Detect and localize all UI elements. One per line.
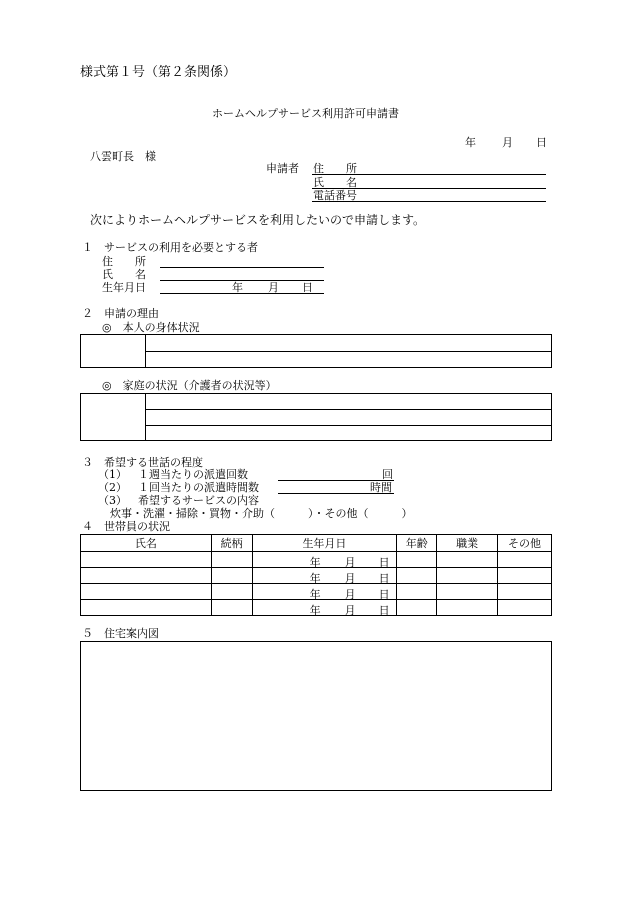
cell-age[interactable] — [397, 600, 437, 616]
cell-name[interactable] — [81, 584, 212, 600]
col-header-birthdate: 生年月日 — [252, 535, 397, 552]
cell-occupation[interactable] — [437, 552, 498, 568]
section3-item2-label: １回当たりの派遣時間数 — [138, 481, 259, 494]
date-day-label: 日 — [536, 136, 547, 149]
section1-address-field[interactable] — [160, 267, 324, 268]
table-row — [81, 568, 552, 584]
col-header-relation: 続柄 — [211, 535, 252, 552]
cell-relation[interactable] — [211, 552, 252, 568]
cell-other[interactable] — [498, 600, 552, 616]
family-condition-row-line-1 — [145, 409, 552, 410]
section3-item1-label: １週当たりの派遣回数 — [138, 468, 248, 481]
section1-birth-field[interactable] — [160, 293, 324, 294]
cell-month: 月 — [344, 556, 356, 569]
cell-birthdate[interactable] — [252, 584, 397, 600]
cell-other[interactable] — [498, 552, 552, 568]
cell-name[interactable] — [81, 600, 212, 616]
intro-text: 次によりホームヘルプサービスを利用したいので申請します。 — [90, 213, 426, 227]
section3-item2-unit: 時間 — [370, 481, 392, 494]
table-row — [81, 584, 552, 600]
section2-physical-label: ◎ 本人の身体状況 — [102, 321, 200, 334]
section3-item2-field[interactable] — [278, 493, 394, 494]
cell-year: 年 — [309, 556, 321, 569]
section3-services: 炊事・洗濯・掃除・買物・介助（ ）・その他（ ） — [110, 507, 413, 520]
family-condition-box[interactable] — [80, 393, 552, 441]
cell-occupation[interactable] — [437, 568, 498, 584]
col-header-occupation: 職業 — [437, 535, 498, 552]
section2-heading: ２ 申請の理由 — [82, 307, 159, 320]
col-header-other: その他 — [498, 535, 552, 552]
cell-year: 年 — [309, 572, 321, 585]
cell-relation[interactable] — [211, 584, 252, 600]
table-row — [81, 600, 552, 616]
applicant-label: 申請者 — [266, 162, 299, 175]
applicant-phone-field[interactable] — [312, 201, 546, 202]
section1-birth-label: 生年月日 — [102, 281, 146, 294]
cell-age[interactable] — [397, 584, 437, 600]
family-condition-row-line-2 — [145, 425, 552, 426]
cell-relation[interactable] — [211, 600, 252, 616]
section2-family-label: ◎ 家庭の状況（介護者の状況等） — [102, 379, 277, 392]
cell-day: 日 — [378, 604, 390, 617]
section1-birth-day: 日 — [302, 281, 313, 294]
cell-month: 月 — [344, 588, 356, 601]
applicant-address-field[interactable] — [312, 174, 546, 175]
cell-age[interactable] — [397, 552, 437, 568]
household-table — [80, 534, 552, 616]
addressee: 八雲町長 様 — [90, 150, 156, 163]
cell-occupation[interactable] — [437, 600, 498, 616]
cell-age[interactable] — [397, 568, 437, 584]
section4-heading: ４ 世帯員の状況 — [82, 520, 170, 533]
date-month-label: 月 — [502, 136, 513, 149]
page-title: ホームヘルプサービス利用許可申請書 — [212, 107, 399, 120]
cell-month: 月 — [344, 572, 356, 585]
section1-birth-month: 月 — [268, 281, 279, 294]
cell-year: 年 — [309, 604, 321, 617]
house-map-box[interactable] — [80, 641, 552, 791]
date-year-label: 年 — [465, 136, 476, 149]
cell-day: 日 — [378, 556, 390, 569]
section3-item1-unit: 回 — [382, 468, 393, 481]
form-number: 様式第１号（第２条関係） — [80, 65, 237, 80]
section1-name-label: 氏 名 — [102, 268, 146, 281]
cell-year: 年 — [309, 588, 321, 601]
applicant-name-label: 氏 名 — [313, 176, 357, 189]
family-condition-divider — [145, 393, 146, 441]
cell-other[interactable] — [498, 584, 552, 600]
section5-heading: ５ 住宅案内図 — [82, 627, 159, 640]
col-header-name: 氏名 — [81, 535, 212, 552]
cell-month: 月 — [344, 604, 356, 617]
cell-name[interactable] — [81, 568, 212, 584]
section3-item3-label: 希望するサービスの内容 — [138, 494, 259, 507]
cell-birthdate[interactable] — [252, 552, 397, 568]
cell-day: 日 — [378, 588, 390, 601]
section3-item3-num: （3） — [98, 494, 127, 507]
cell-occupation[interactable] — [437, 584, 498, 600]
section1-heading: １ サービスの利用を必要とする者 — [82, 241, 258, 254]
applicant-address-label: 住 所 — [313, 162, 357, 175]
cell-birthdate[interactable] — [252, 568, 397, 584]
section1-address-label: 住 所 — [102, 255, 146, 268]
cell-birthdate[interactable] — [252, 600, 397, 616]
col-header-age: 年齢 — [397, 535, 437, 552]
physical-condition-row-line — [145, 351, 552, 352]
section3-item2-num: （2） — [98, 481, 127, 494]
applicant-phone-label: 電話番号 — [313, 189, 357, 202]
cell-other[interactable] — [498, 568, 552, 584]
section1-birth-year: 年 — [232, 281, 243, 294]
table-row — [81, 552, 552, 568]
cell-relation[interactable] — [211, 568, 252, 584]
cell-name[interactable] — [81, 552, 212, 568]
cell-day: 日 — [378, 572, 390, 585]
section3-heading: ３ 希望する世話の程度 — [82, 456, 203, 469]
section3-item1-num: （1） — [98, 468, 127, 481]
